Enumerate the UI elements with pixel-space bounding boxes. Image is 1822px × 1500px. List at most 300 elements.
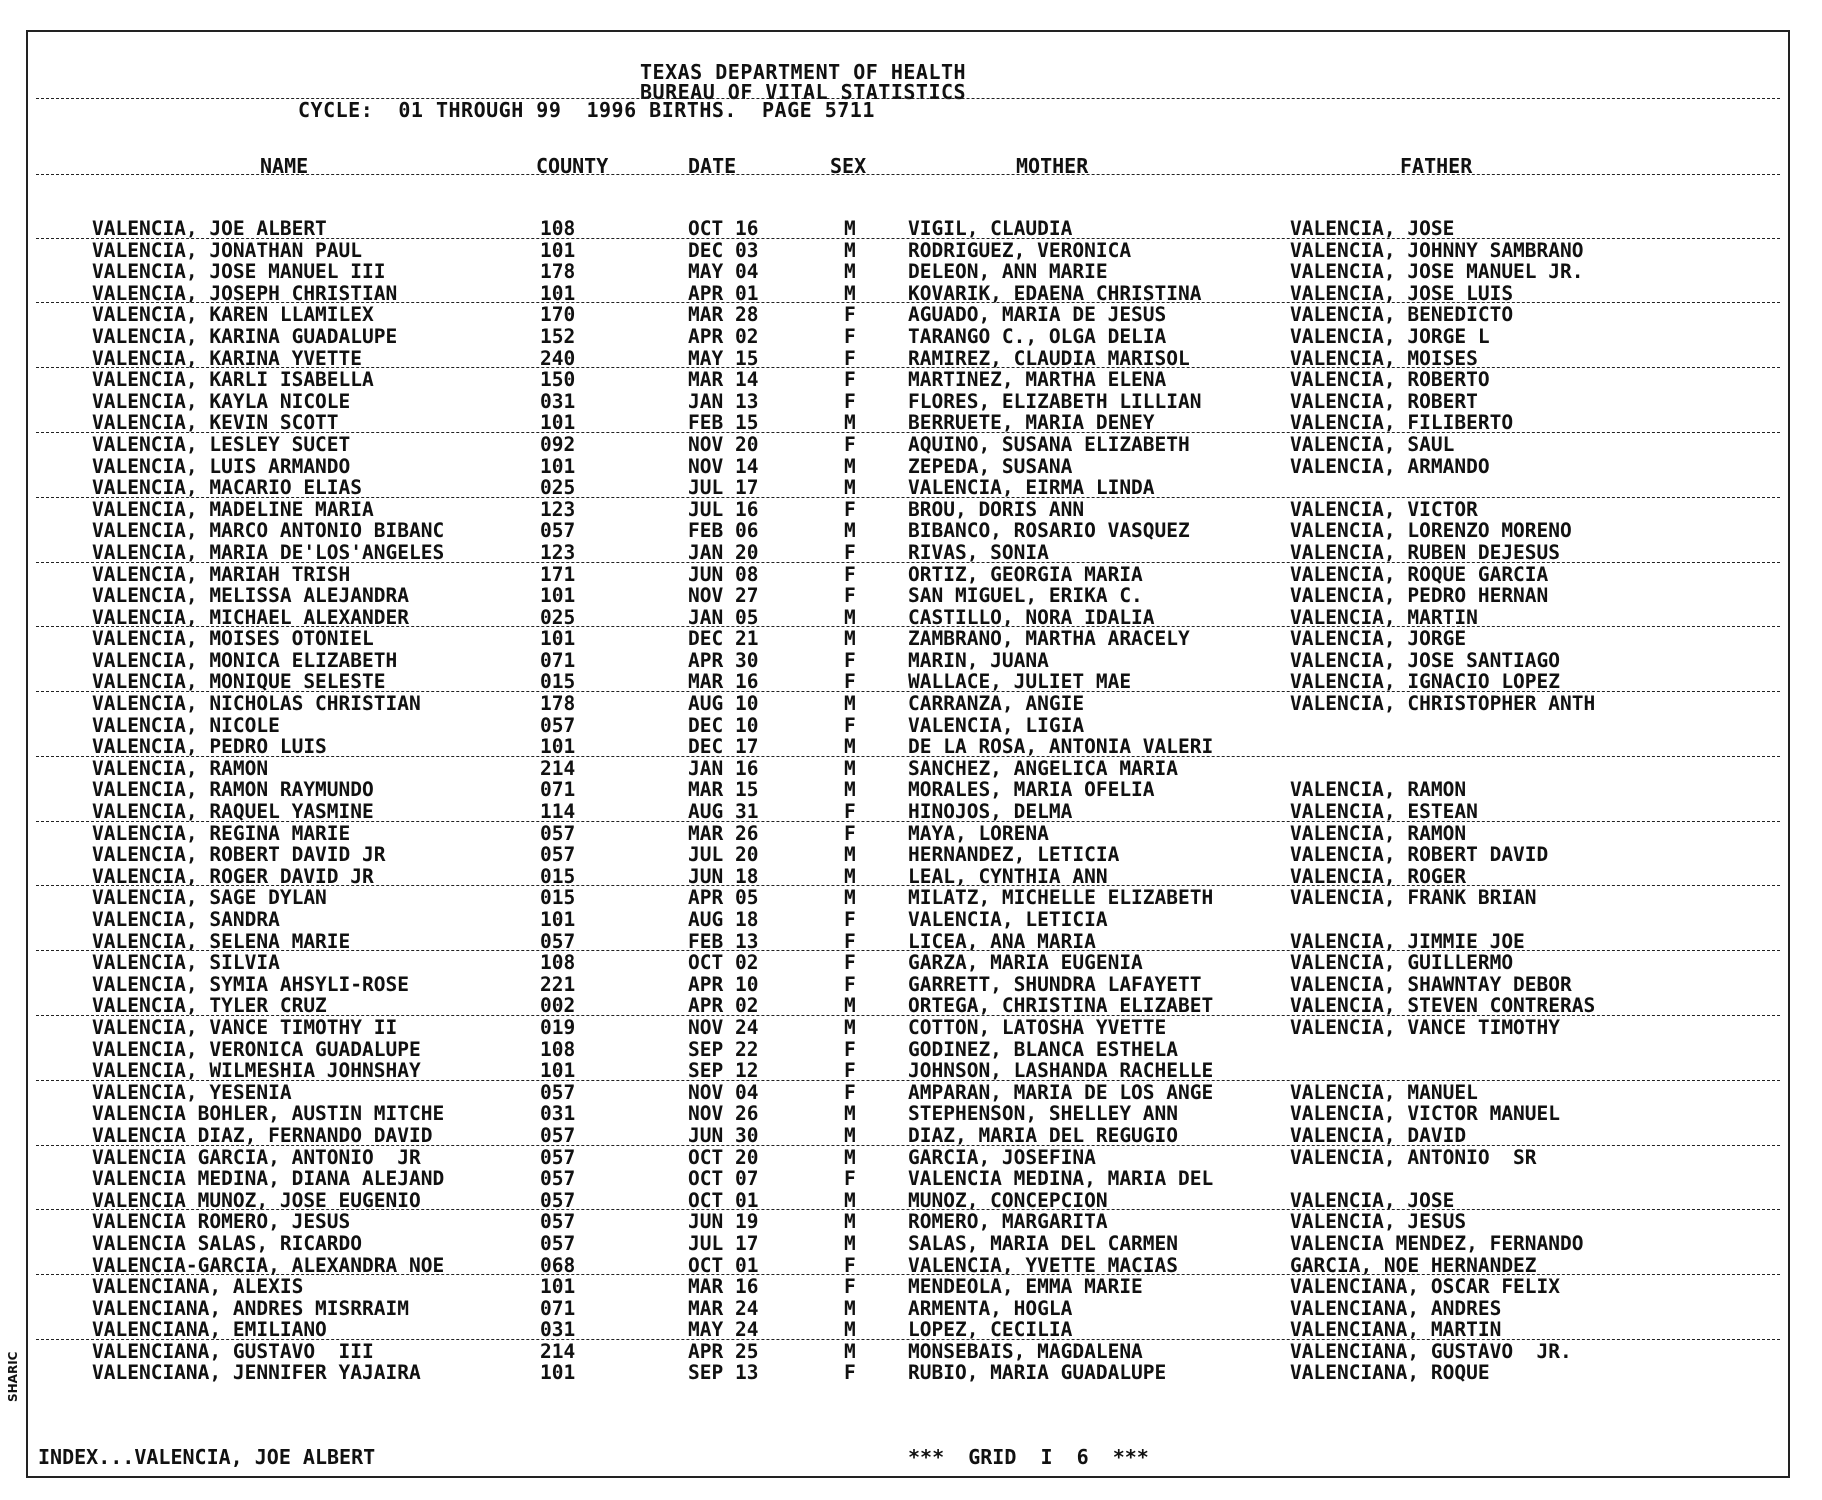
column-header-date: DATE bbox=[688, 154, 737, 178]
cell-date: AUG 31 bbox=[688, 800, 759, 824]
cell-county: 221 bbox=[540, 972, 576, 996]
table-row bbox=[28, 995, 1788, 1017]
table-row bbox=[28, 909, 1788, 931]
cell-sex: M bbox=[844, 1145, 856, 1169]
cell-name: VALENCIA, NICOLE bbox=[92, 713, 280, 737]
cell-mother: DIAZ, MARIA DEL REGUGIO bbox=[908, 1123, 1179, 1147]
table-row bbox=[28, 650, 1788, 672]
cell-county: 101 bbox=[540, 908, 576, 931]
cell-date: AUG 18 bbox=[688, 908, 759, 931]
cell-date: MAR 16 bbox=[688, 670, 759, 694]
cell-mother: VALENCIA MEDINA, MARIA DEL bbox=[908, 1167, 1214, 1191]
cell-name: VALENCIA MEDINA, DIANA ALEJAND bbox=[92, 1167, 445, 1191]
cell-father: VALENCIA MENDEZ, FERNANDO bbox=[1290, 1231, 1584, 1255]
cell-mother: GARZA, MARIA EUGENIA bbox=[908, 951, 1143, 975]
cell-name: VALENCIA, MACARIO ELIAS bbox=[92, 476, 363, 500]
cell-sex: M bbox=[844, 735, 856, 759]
cell-sex: F bbox=[844, 1080, 856, 1104]
cell-county: 068 bbox=[540, 1253, 576, 1277]
cell-name: VALENCIANA, ANDRES MISRRAIM bbox=[92, 1296, 409, 1320]
cell-date: JAN 16 bbox=[688, 756, 759, 780]
cell-sex: F bbox=[844, 584, 856, 608]
cell-mother: MAYA, LORENA bbox=[908, 821, 1049, 845]
cell-county: 025 bbox=[540, 605, 576, 629]
cell-father: VALENCIA, RUBEN DEJESUS bbox=[1290, 540, 1561, 564]
cell-county: 057 bbox=[540, 821, 576, 845]
cell-name: VALENCIA MUNOZ, JOSE EUGENIO bbox=[92, 1188, 421, 1212]
cell-mother: MONSEBAIS, MAGDALENA bbox=[908, 1339, 1143, 1363]
table-row bbox=[28, 304, 1788, 326]
cell-mother: MORALES, MARIA OFELIA bbox=[908, 778, 1155, 802]
table-row bbox=[28, 758, 1788, 780]
cell-county: 057 bbox=[540, 1145, 576, 1169]
cell-mother: LEAL, CYNTHIA ANN bbox=[908, 864, 1108, 888]
cell-father: VALENCIA, RAMON bbox=[1290, 778, 1467, 802]
cell-mother: STEPHENSON, SHELLEY ANN bbox=[908, 1102, 1179, 1126]
cell-name: VALENCIANA, ALEXIS bbox=[92, 1275, 304, 1299]
cell-father: VALENCIA, JOSE SANTIAGO bbox=[1290, 648, 1561, 672]
table-row bbox=[28, 866, 1788, 888]
cell-date: FEB 15 bbox=[688, 411, 759, 435]
cell-sex: M bbox=[844, 1339, 856, 1363]
column-header-father: FATHER bbox=[1400, 154, 1473, 178]
cell-name: VALENCIA, PEDRO LUIS bbox=[92, 735, 327, 759]
cell-name: VALENCIA, VANCE TIMOTHY II bbox=[92, 1015, 398, 1039]
cell-date: DEC 03 bbox=[688, 238, 759, 262]
cell-father: VALENCIA, ESTEAN bbox=[1290, 800, 1478, 824]
cell-sex: M bbox=[844, 1296, 856, 1320]
table-row bbox=[28, 1103, 1788, 1125]
cell-mother: SAN MIGUEL, ERIKA C. bbox=[908, 584, 1143, 608]
cell-date: MAR 16 bbox=[688, 1275, 759, 1299]
table-row bbox=[28, 736, 1788, 758]
side-label: SHARIC bbox=[6, 1351, 20, 1402]
cell-county: 057 bbox=[540, 929, 576, 953]
cell-father: VALENCIA, VICTOR MANUEL bbox=[1290, 1102, 1561, 1126]
cell-name: VALENCIA GARCIA, ANTONIO JR bbox=[92, 1145, 421, 1169]
table-row bbox=[28, 1341, 1788, 1363]
cell-sex: F bbox=[844, 346, 856, 370]
cell-county: 015 bbox=[540, 864, 576, 888]
cell-mother: HERNANDEZ, LETICIA bbox=[908, 843, 1120, 867]
cell-father: VALENCIA, JOSE MANUEL JR. bbox=[1290, 260, 1584, 284]
cell-name: VALENCIA, ROBERT DAVID JR bbox=[92, 843, 386, 867]
cell-father: VALENCIA, JESUS bbox=[1290, 1210, 1467, 1234]
cell-father: VALENCIA, ANTONIO SR bbox=[1290, 1145, 1537, 1169]
table-row bbox=[28, 542, 1788, 564]
cell-father: VALENCIA, JIMMIE JOE bbox=[1290, 929, 1525, 953]
cell-sex: F bbox=[844, 303, 856, 327]
cell-father: VALENCIA, JORGE L bbox=[1290, 324, 1490, 348]
cell-mother: GARRETT, SHUNDRA LAFAYETT bbox=[908, 972, 1202, 996]
cell-name: VALENCIA ROMERO, JESUS bbox=[92, 1210, 351, 1234]
cell-mother: MILATZ, MICHELLE ELIZABETH bbox=[908, 886, 1214, 910]
cell-date: MAY 15 bbox=[688, 346, 759, 370]
cell-mother: RUBIO, MARIA GUADALUPE bbox=[908, 1361, 1167, 1385]
cell-date: NOV 24 bbox=[688, 1015, 759, 1039]
cell-name: VALENCIA, RAMON bbox=[92, 756, 269, 780]
cell-father: VALENCIA, VANCE TIMOTHY bbox=[1290, 1015, 1561, 1039]
cell-mother: HINOJOS, DELMA bbox=[908, 800, 1073, 824]
table-row bbox=[28, 779, 1788, 801]
cell-date: NOV 04 bbox=[688, 1080, 759, 1104]
cell-mother: SALAS, MARIA DEL CARMEN bbox=[908, 1231, 1179, 1255]
cell-father: VALENCIA, VICTOR bbox=[1290, 497, 1478, 521]
cell-date: MAY 24 bbox=[688, 1318, 759, 1342]
cell-father: VALENCIANA, ANDRES bbox=[1290, 1296, 1502, 1320]
table-row bbox=[28, 499, 1788, 521]
cell-father: VALENCIA, JOSE bbox=[1290, 1188, 1455, 1212]
cell-name: VALENCIA, MARCO ANTONIO BIBANC bbox=[92, 519, 445, 543]
cell-mother: VALENCIA, EIRMA LINDA bbox=[908, 476, 1155, 500]
cell-father: VALENCIA, BENEDICTO bbox=[1290, 303, 1514, 327]
cell-date: JAN 13 bbox=[688, 389, 759, 413]
cell-sex: M bbox=[844, 994, 856, 1018]
cell-mother: ROMERO, MARGARITA bbox=[908, 1210, 1108, 1234]
cell-county: 152 bbox=[540, 324, 576, 348]
header-line-1: TEXAS DEPARTMENT OF HEALTH bbox=[640, 60, 967, 84]
cell-date: DEC 17 bbox=[688, 735, 759, 759]
cell-date: MAR 14 bbox=[688, 368, 759, 392]
cell-name: VALENCIA-GARCIA, ALEXANDRA NOE bbox=[92, 1253, 445, 1277]
cell-father: VALENCIANA, MARTIN bbox=[1290, 1318, 1502, 1342]
cell-county: 101 bbox=[540, 627, 576, 651]
cell-county: 170 bbox=[540, 303, 576, 327]
table-row bbox=[28, 952, 1788, 974]
cell-county: 101 bbox=[540, 454, 576, 478]
cell-mother: LICEA, ANA MARIA bbox=[908, 929, 1096, 953]
cell-name: VALENCIA, KEVIN SCOTT bbox=[92, 411, 339, 435]
cell-mother: VALENCIA, YVETTE MACIAS bbox=[908, 1253, 1179, 1277]
cell-sex: M bbox=[844, 454, 856, 478]
cell-name: VALENCIA, SYMIA AHSYLI-ROSE bbox=[92, 972, 409, 996]
cell-date: JUL 17 bbox=[688, 1231, 759, 1255]
cell-date: OCT 01 bbox=[688, 1188, 759, 1212]
cell-mother: ORTEGA, CHRISTINA ELIZABET bbox=[908, 994, 1214, 1018]
cell-county: 108 bbox=[540, 217, 576, 240]
cell-sex: M bbox=[844, 1102, 856, 1126]
cell-mother: WALLACE, JULIET MAE bbox=[908, 670, 1132, 694]
column-header-county: COUNTY bbox=[536, 154, 609, 178]
cell-mother: SANCHEZ, ANGELICA MARIA bbox=[908, 756, 1179, 780]
table-row bbox=[28, 369, 1788, 391]
cell-sex: F bbox=[844, 800, 856, 824]
cell-father: VALENCIA, JOHNNY SAMBRANO bbox=[1290, 238, 1584, 262]
table-row bbox=[28, 1125, 1788, 1147]
cell-father: VALENCIA, SAUL bbox=[1290, 432, 1455, 456]
table-row bbox=[28, 823, 1788, 845]
cell-county: 101 bbox=[540, 1275, 576, 1299]
cell-name: VALENCIA, JOSE MANUEL III bbox=[92, 260, 386, 284]
cell-sex: M bbox=[844, 238, 856, 262]
cell-name: VALENCIANA, JENNIFER YAJAIRA bbox=[92, 1361, 421, 1385]
cell-date: MAR 26 bbox=[688, 821, 759, 845]
table-row bbox=[28, 1319, 1788, 1341]
cell-sex: M bbox=[844, 281, 856, 305]
cell-county: 101 bbox=[540, 281, 576, 305]
cell-date: APR 02 bbox=[688, 994, 759, 1018]
cell-name: VALENCIA, VERONICA GUADALUPE bbox=[92, 1037, 421, 1061]
cell-father: VALENCIA, MANUEL bbox=[1290, 1080, 1478, 1104]
table-row bbox=[28, 693, 1788, 715]
cell-sex: M bbox=[844, 1318, 856, 1342]
cell-sex: F bbox=[844, 562, 856, 586]
table-row bbox=[28, 585, 1788, 607]
cell-sex: M bbox=[844, 692, 856, 716]
cell-name: VALENCIA, MOISES OTONIEL bbox=[92, 627, 374, 651]
cell-sex: F bbox=[844, 497, 856, 521]
cell-county: 057 bbox=[540, 1210, 576, 1234]
cell-mother: BROU, DORIS ANN bbox=[908, 497, 1085, 521]
table-row bbox=[28, 1082, 1788, 1104]
cell-mother: MARIN, JUANA bbox=[908, 648, 1049, 672]
cell-father: VALENCIA, ROBERTO bbox=[1290, 368, 1490, 392]
cell-mother: VALENCIA, LETICIA bbox=[908, 908, 1108, 931]
cell-sex: F bbox=[844, 540, 856, 564]
cell-name: VALENCIA, MADELINE MARIA bbox=[92, 497, 374, 521]
cell-county: 214 bbox=[540, 756, 576, 780]
table-row bbox=[28, 671, 1788, 693]
cell-mother: FLORES, ELIZABETH LILLIAN bbox=[908, 389, 1202, 413]
cell-sex: M bbox=[844, 843, 856, 867]
table-row bbox=[28, 1190, 1788, 1212]
table-row bbox=[28, 887, 1788, 909]
cell-county: 178 bbox=[540, 260, 576, 284]
cell-date: MAY 04 bbox=[688, 260, 759, 284]
cell-mother: DE LA ROSA, ANTONIA VALERI bbox=[908, 735, 1214, 759]
cell-sex: F bbox=[844, 432, 856, 456]
cell-name: VALENCIA, SANDRA bbox=[92, 908, 280, 931]
cell-sex: M bbox=[844, 756, 856, 780]
cell-sex: M bbox=[844, 627, 856, 651]
table-row bbox=[28, 844, 1788, 866]
cell-father: VALENCIA, IGNACIO LOPEZ bbox=[1290, 670, 1561, 694]
cell-name: VALENCIA, TYLER CRUZ bbox=[92, 994, 327, 1018]
cell-name: VALENCIA, REGINA MARIE bbox=[92, 821, 351, 845]
cell-sex: F bbox=[844, 1037, 856, 1061]
cell-date: OCT 02 bbox=[688, 951, 759, 975]
cell-county: 057 bbox=[540, 1123, 576, 1147]
cell-mother: TARANGO C., OLGA DELIA bbox=[908, 324, 1167, 348]
cell-sex: M bbox=[844, 411, 856, 435]
cell-county: 101 bbox=[540, 1059, 576, 1083]
cell-date: JUL 16 bbox=[688, 497, 759, 521]
cell-mother: AMPARAN, MARIA DE LOS ANGE bbox=[908, 1080, 1214, 1104]
cell-name: VALENCIA, KAYLA NICOLE bbox=[92, 389, 351, 413]
cell-date: OCT 01 bbox=[688, 1253, 759, 1277]
cell-name: VALENCIA, JONATHAN PAUL bbox=[92, 238, 363, 262]
cell-mother: GODINEZ, BLANCA ESTHELA bbox=[908, 1037, 1179, 1061]
table-row bbox=[28, 1276, 1788, 1298]
cell-date: NOV 27 bbox=[688, 584, 759, 608]
cell-name: VALENCIA, KARLI ISABELLA bbox=[92, 368, 374, 392]
cell-father: VALENCIA, GUILLERMO bbox=[1290, 951, 1514, 975]
cell-date: DEC 10 bbox=[688, 713, 759, 737]
cell-date: SEP 12 bbox=[688, 1059, 759, 1083]
cell-mother: DELEON, ANN MARIE bbox=[908, 260, 1108, 284]
cell-county: 057 bbox=[540, 1167, 576, 1191]
cell-father: VALENCIA, ARMANDO bbox=[1290, 454, 1490, 478]
cell-county: 101 bbox=[540, 238, 576, 262]
cell-father: VALENCIA, ROQUE GARCIA bbox=[1290, 562, 1549, 586]
cell-county: 057 bbox=[540, 1080, 576, 1104]
cell-name: VALENCIA, KARINA GUADALUPE bbox=[92, 324, 398, 348]
cell-sex: F bbox=[844, 324, 856, 348]
cell-county: 019 bbox=[540, 1015, 576, 1039]
cell-mother: ORTIZ, GEORGIA MARIA bbox=[908, 562, 1143, 586]
cell-sex: M bbox=[844, 217, 856, 240]
cell-mother: MUNOZ, CONCEPCION bbox=[908, 1188, 1108, 1212]
cell-county: 214 bbox=[540, 1339, 576, 1363]
cell-mother: VALENCIA, LIGIA bbox=[908, 713, 1085, 737]
cell-mother: AQUINO, SUSANA ELIZABETH bbox=[908, 432, 1190, 456]
cell-date: DEC 21 bbox=[688, 627, 759, 651]
table-row bbox=[28, 1255, 1788, 1277]
cell-sex: F bbox=[844, 648, 856, 672]
cell-name: VALENCIA, MONICA ELIZABETH bbox=[92, 648, 398, 672]
cell-county: 101 bbox=[540, 411, 576, 435]
cell-county: 057 bbox=[540, 519, 576, 543]
cell-name: VALENCIA, SILVIA bbox=[92, 951, 280, 975]
cell-mother: MARTINEZ, MARTHA ELENA bbox=[908, 368, 1167, 392]
cell-county: 178 bbox=[540, 692, 576, 716]
cell-county: 123 bbox=[540, 497, 576, 521]
cell-father: VALENCIA, SHAWNTAY DEBOR bbox=[1290, 972, 1572, 996]
cell-sex: M bbox=[844, 1188, 856, 1212]
cell-date: JUL 17 bbox=[688, 476, 759, 500]
cell-sex: F bbox=[844, 1059, 856, 1083]
table-row bbox=[28, 261, 1788, 283]
cell-date: APR 02 bbox=[688, 324, 759, 348]
cell-father: VALENCIANA, GUSTAVO JR. bbox=[1290, 1339, 1572, 1363]
table-row bbox=[28, 931, 1788, 953]
table-row bbox=[28, 348, 1788, 370]
cell-sex: M bbox=[844, 864, 856, 888]
cell-name: VALENCIA, KARINA YVETTE bbox=[92, 346, 363, 370]
cell-father: VALENCIA, DAVID bbox=[1290, 1123, 1467, 1147]
cell-sex: M bbox=[844, 1231, 856, 1255]
cell-sex: M bbox=[844, 260, 856, 284]
cell-sex: F bbox=[844, 670, 856, 694]
cell-county: 092 bbox=[540, 432, 576, 456]
cell-county: 057 bbox=[540, 1188, 576, 1212]
cell-date: JAN 05 bbox=[688, 605, 759, 629]
cell-name: VALENCIA, SELENA MARIE bbox=[92, 929, 351, 953]
cell-mother: RIVAS, SONIA bbox=[908, 540, 1049, 564]
cell-name: VALENCIA, RAMON RAYMUNDO bbox=[92, 778, 374, 802]
cell-date: NOV 26 bbox=[688, 1102, 759, 1126]
table-row bbox=[28, 1017, 1788, 1039]
cell-date: MAR 15 bbox=[688, 778, 759, 802]
table-row bbox=[28, 391, 1788, 413]
cell-date: APR 25 bbox=[688, 1339, 759, 1363]
cell-father: VALENCIA, JOSE bbox=[1290, 217, 1455, 240]
table-row bbox=[28, 520, 1788, 542]
cell-county: 101 bbox=[540, 584, 576, 608]
cell-mother: ARMENTA, HOGLA bbox=[908, 1296, 1073, 1320]
cell-date: NOV 20 bbox=[688, 432, 759, 456]
cell-county: 101 bbox=[540, 735, 576, 759]
table-row bbox=[28, 974, 1788, 996]
cell-date: AUG 10 bbox=[688, 692, 759, 716]
cell-mother: GARCIA, JOSEFINA bbox=[908, 1145, 1096, 1169]
cell-father: VALENCIA, FILIBERTO bbox=[1290, 411, 1514, 435]
cell-date: JAN 20 bbox=[688, 540, 759, 564]
cell-name: VALENCIA SALAS, RICARDO bbox=[92, 1231, 363, 1255]
cell-name: VALENCIA, ROGER DAVID JR bbox=[92, 864, 374, 888]
cell-county: 123 bbox=[540, 540, 576, 564]
cell-name: VALENCIA BOHLER, AUSTIN MITCHE bbox=[92, 1102, 445, 1126]
cell-sex: F bbox=[844, 368, 856, 392]
cell-name: VALENCIANA, GUSTAVO III bbox=[92, 1339, 374, 1363]
cell-sex: F bbox=[844, 821, 856, 845]
cell-name: VALENCIA, MARIAH TRISH bbox=[92, 562, 351, 586]
cell-county: 031 bbox=[540, 1318, 576, 1342]
cell-mother: VIGIL, CLAUDIA bbox=[908, 217, 1073, 240]
cell-mother: RAMIREZ, CLAUDIA MARISOL bbox=[908, 346, 1190, 370]
cell-name: VALENCIA, LUIS ARMANDO bbox=[92, 454, 351, 478]
table-row bbox=[28, 1362, 1788, 1384]
table-row bbox=[28, 1168, 1788, 1190]
column-header-name: NAME bbox=[260, 154, 309, 178]
table-row bbox=[28, 218, 1788, 240]
cell-mother: MENDEOLA, EMMA MARIE bbox=[908, 1275, 1143, 1299]
cell-date: MAR 28 bbox=[688, 303, 759, 327]
cell-sex: M bbox=[844, 476, 856, 500]
cell-county: 031 bbox=[540, 389, 576, 413]
cell-name: VALENCIANA, EMILIANO bbox=[92, 1318, 327, 1342]
cell-county: 057 bbox=[540, 1231, 576, 1255]
cell-sex: M bbox=[844, 778, 856, 802]
cell-sex: M bbox=[844, 1210, 856, 1234]
cell-sex: F bbox=[844, 1361, 856, 1385]
table-row bbox=[28, 564, 1788, 586]
table-row bbox=[28, 1298, 1788, 1320]
cell-mother: COTTON, LATOSHA YVETTE bbox=[908, 1015, 1167, 1039]
cell-name: VALENCIA, LESLEY SUCET bbox=[92, 432, 351, 456]
column-header-divider bbox=[36, 174, 1780, 175]
table-row bbox=[28, 628, 1788, 650]
table-row bbox=[28, 607, 1788, 629]
cell-father: VALENCIA, CHRISTOPHER ANTH bbox=[1290, 692, 1596, 716]
cell-father: VALENCIA, JORGE bbox=[1290, 627, 1467, 651]
cell-father: VALENCIA, ROBERT DAVID bbox=[1290, 843, 1549, 867]
document-page bbox=[26, 30, 1790, 1478]
cell-county: 057 bbox=[540, 843, 576, 867]
cell-father: VALENCIA, LORENZO MORENO bbox=[1290, 519, 1572, 543]
cell-name: VALENCIA, MARIA DE'LOS'ANGELES bbox=[92, 540, 445, 564]
cell-father: VALENCIANA, OSCAR FELIX bbox=[1290, 1275, 1561, 1299]
cell-sex: M bbox=[844, 519, 856, 543]
cell-mother: ZAMBRANO, MARTHA ARACELY bbox=[908, 627, 1190, 651]
cell-date: APR 05 bbox=[688, 886, 759, 910]
cell-name: VALENCIA, JOE ALBERT bbox=[92, 217, 327, 240]
cell-date: FEB 06 bbox=[688, 519, 759, 543]
cell-county: 114 bbox=[540, 800, 576, 824]
table-row bbox=[28, 434, 1788, 456]
cell-date: JUL 20 bbox=[688, 843, 759, 867]
table-row bbox=[28, 456, 1788, 478]
cell-sex: M bbox=[844, 1123, 856, 1147]
cell-county: 240 bbox=[540, 346, 576, 370]
cell-county: 015 bbox=[540, 886, 576, 910]
cell-sex: F bbox=[844, 951, 856, 975]
cell-mother: AGUADO, MARIA DE JESUS bbox=[908, 303, 1167, 327]
table-row bbox=[28, 240, 1788, 262]
cell-mother: BIBANCO, ROSARIO VASQUEZ bbox=[908, 519, 1190, 543]
cell-father: VALENCIA, MARTIN bbox=[1290, 605, 1478, 629]
table-row bbox=[28, 326, 1788, 348]
